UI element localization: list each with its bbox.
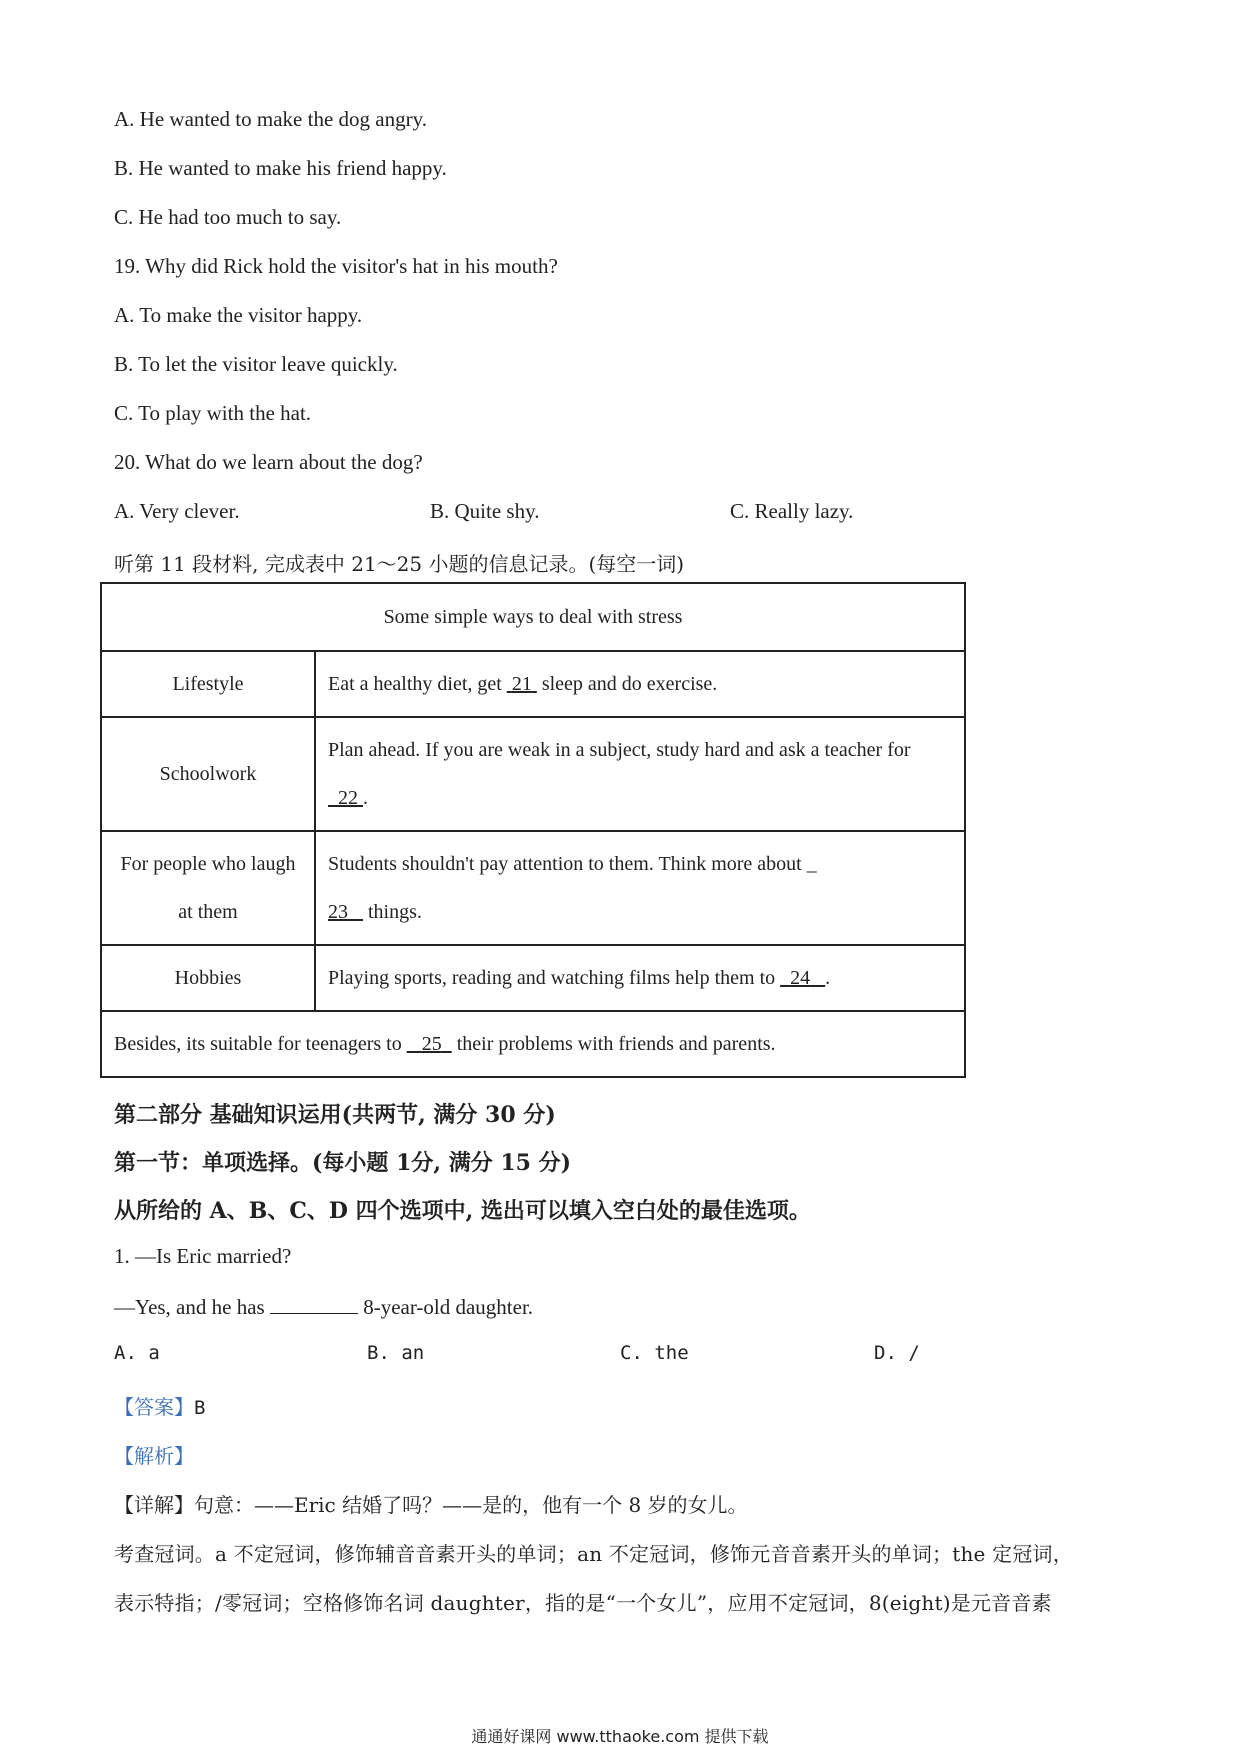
q1-answer-line: —Yes, and he has 8-year-old daughter. [114,1295,534,1319]
table-row [102,716,964,830]
blank-23: 23 [328,901,348,923]
table-row [102,944,964,1010]
q1-option-c: C. the [620,1342,689,1364]
table-title: Some simple ways to deal with stress [383,606,683,628]
detail-text: 句意：——Eric 结婚了吗？——是的，他有一个 8 岁的女儿。 [194,1493,748,1517]
q20-option-a: A. Very clever. [114,499,240,523]
row-label: Schoolwork [102,718,316,830]
q20-option-c: C. Really lazy. [730,499,854,523]
table-row [102,830,964,944]
q18-option-a: A. He wanted to make the dog angry. [114,107,427,131]
section2-instruction: 从所给的 A、B、C、D 四个选项中, 选出可以填入空白处的最佳选项。 [114,1198,811,1224]
blank-24: 24 [790,967,811,989]
explanation-line-2: 表示特指；/零冠词；空格修饰名词 daughter，指的是“一个女儿”，应用不定冠词，8(eight)是元音音素 [114,1591,1052,1615]
blank-25: 25 [421,1033,442,1055]
q18-option-c: C. He had too much to say. [114,205,342,229]
row-content: Playing sports, reading and watching films help them to 24 . [328,967,831,989]
row-label: Lifestyle [102,652,316,716]
q19-option-c: C. To play with the hat. [114,401,312,425]
row-content: Students shouldn't pay attention to them. Think more about _ 23 things. [328,853,817,923]
row-label: Hobbies [102,946,316,1010]
table-title-row [102,584,964,650]
q1-blank [270,1293,358,1314]
footer: 通通好课网 www.tthaoke.com 提供下载 [471,1727,769,1746]
table-last-row [102,1010,964,1076]
answer-line [114,1391,205,1420]
q20-question: 20. What do we learn about the dog? [114,450,423,474]
instruction-11: 听第 11 段材料, 完成表中 21～25 小题的信息记录。(每空一词) [114,552,685,576]
blank-22: 22 [338,787,358,809]
q19-option-b: B. To let the visitor leave quickly. [114,352,398,376]
q20-option-b: B. Quite shy. [430,499,540,523]
table-row [102,650,964,716]
q19-option-a: A. To make the visitor happy. [114,303,363,327]
q1-option-b: B. an [367,1342,425,1364]
q19-question: 19. Why did Rick hold the visitor's hat in his mouth? [114,254,558,278]
stress-table [100,582,966,1078]
detail-label: 【详解】 [114,1493,194,1517]
answer-value: B [194,1397,206,1419]
q1-option-d: D. / [874,1342,920,1364]
answer-label: 【答案】 [114,1395,194,1419]
section2-title: 第二部分 基础知识运用(共两节, 满分 30 分) [114,1102,556,1128]
analysis-label: 【解析】 [114,1444,194,1468]
row-content: Plan ahead. If you are weak in a subject, study hard and ask a teacher for 22 . [328,739,911,809]
q1-option-a: A. a [114,1342,160,1364]
row-content: Eat a healthy diet, get 21 sleep and do exercise. [328,673,718,695]
q1-question: 1. —Is Eric married? [114,1244,292,1268]
row-content: Besides, its suitable for teenagers to 25 their problems with friends and parents. [114,1033,776,1055]
section2-subtitle: 第一节：单项选择。(每小题 1分, 满分 15 分) [114,1150,572,1176]
row-label: For people who laugh at them [102,832,316,944]
explanation-line-1: 考查冠词。a 不定冠词，修饰辅音音素开头的单词；an 不定冠词，修饰元音音素开头的单词；the 定冠词， [114,1542,1073,1566]
q18-option-b: B. He wanted to make his friend happy. [114,156,447,180]
detail-line [114,1489,748,1518]
blank-21: 21 [511,673,532,695]
